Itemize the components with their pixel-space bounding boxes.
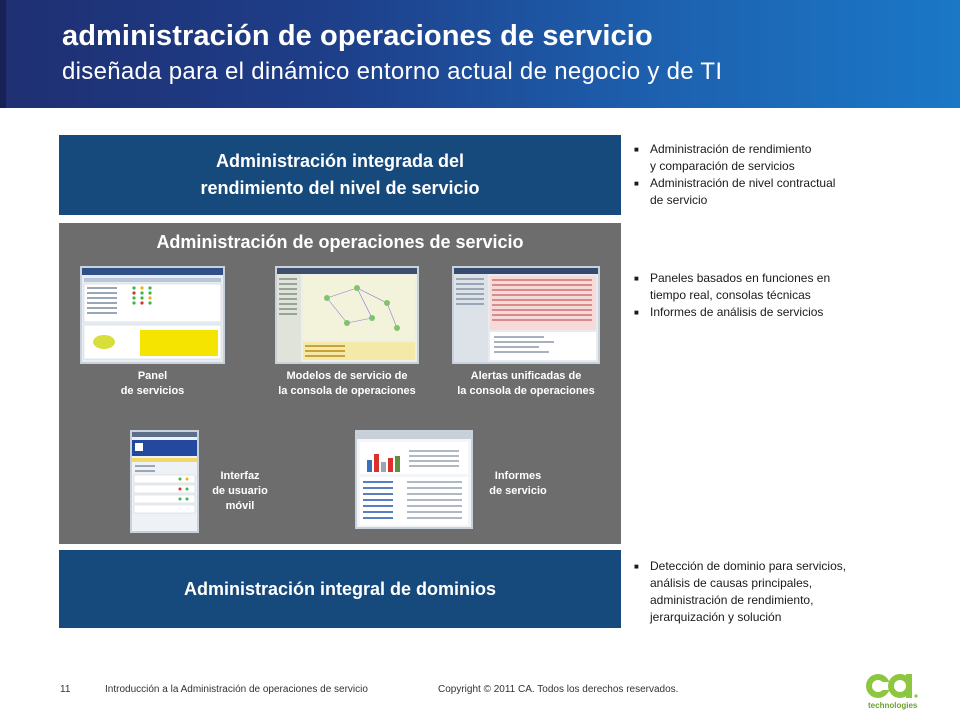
bullet-item: ■ Paneles basados en funciones en tiempo real, consolas técnicas [634, 271, 831, 302]
service-dashboard-image [82, 268, 223, 362]
bullets-group-2 [634, 270, 830, 321]
footer-copyright: Copyright © 2011 CA. Todos los derechos reservados. [438, 684, 679, 695]
bullets-group-3 [634, 558, 846, 626]
footer-text: Introducción a la Administración de operaciones de servicio [105, 684, 368, 695]
informes-caption [473, 469, 563, 499]
bullet-item: ■ Administración de rendimiento y comparación de servicios [634, 142, 812, 173]
service-reports-screenshot [355, 430, 473, 529]
interfaz-caption-line1: Interfaz [220, 470, 260, 482]
page-title: administración de operaciones de servicio [62, 20, 653, 52]
informes-caption-line2: de servicio [489, 485, 547, 497]
bullet-square-icon: ■ [634, 562, 639, 571]
unified-alerts-screenshot [452, 266, 600, 364]
page-subtitle: diseñada para el dinámico entorno actual de negocio y de TI [62, 58, 723, 85]
mobile-ui-image [132, 432, 197, 531]
unified-alerts-image [454, 268, 598, 362]
modelos-caption-line1: Modelos de servicio de [286, 370, 408, 382]
alertas-caption-line1: Alertas unificadas de [470, 370, 582, 382]
panel-caption [80, 369, 225, 399]
integrated-performance-line2: rendimiento del nivel de servicio [200, 178, 480, 198]
bullet-square-icon: ■ [634, 308, 639, 317]
informes-caption-line1: Informes [494, 470, 542, 482]
domain-management-box [59, 550, 621, 628]
page-number: 11 [60, 684, 71, 695]
bullet-item: ■ Informes de análisis de servicios [634, 305, 824, 319]
panel-caption-line1: Panel [137, 370, 168, 382]
service-models-screenshot [275, 266, 419, 364]
service-reports-image [357, 432, 471, 527]
alertas-caption-line2: la consola de operaciones [457, 385, 595, 397]
service-dashboard-screenshot [80, 266, 225, 364]
bullets-group-1 [634, 141, 835, 209]
interfaz-caption-line3: móvil [225, 500, 255, 512]
integrated-performance-box [59, 135, 621, 215]
service-models-image [277, 268, 417, 362]
service-operations-box [59, 223, 621, 544]
alertas-caption [436, 369, 616, 399]
service-operations-title: Administración de operaciones de servicio [156, 232, 524, 252]
interfaz-caption [200, 469, 280, 514]
bullet-item: ■ Administración de nivel contractual de servicio [634, 176, 836, 207]
header-banner [0, 0, 960, 108]
modelos-caption [257, 369, 437, 399]
bullet-square-icon: ■ [634, 145, 639, 154]
header-edge [0, 0, 6, 108]
bullet-square-icon: ■ [634, 179, 639, 188]
mobile-ui-screenshot [130, 430, 199, 533]
integrated-performance-line1: Administración integrada del [215, 151, 465, 171]
interfaz-caption-line2: de usuario [212, 485, 268, 497]
bullet-square-icon: ■ [634, 274, 639, 283]
modelos-caption-line2: la consola de operaciones [278, 385, 416, 397]
panel-caption-line2: de servicios [120, 385, 185, 397]
logo-tagline: technologies [868, 701, 918, 710]
domain-management-label: Administración integral de dominios [183, 578, 497, 599]
bullet-item: ■ Detección de dominio para servicios, análisis de causas principales, administración de rendimiento, jerarquización y solución [634, 559, 847, 624]
ca-technologies-logo [864, 668, 924, 714]
